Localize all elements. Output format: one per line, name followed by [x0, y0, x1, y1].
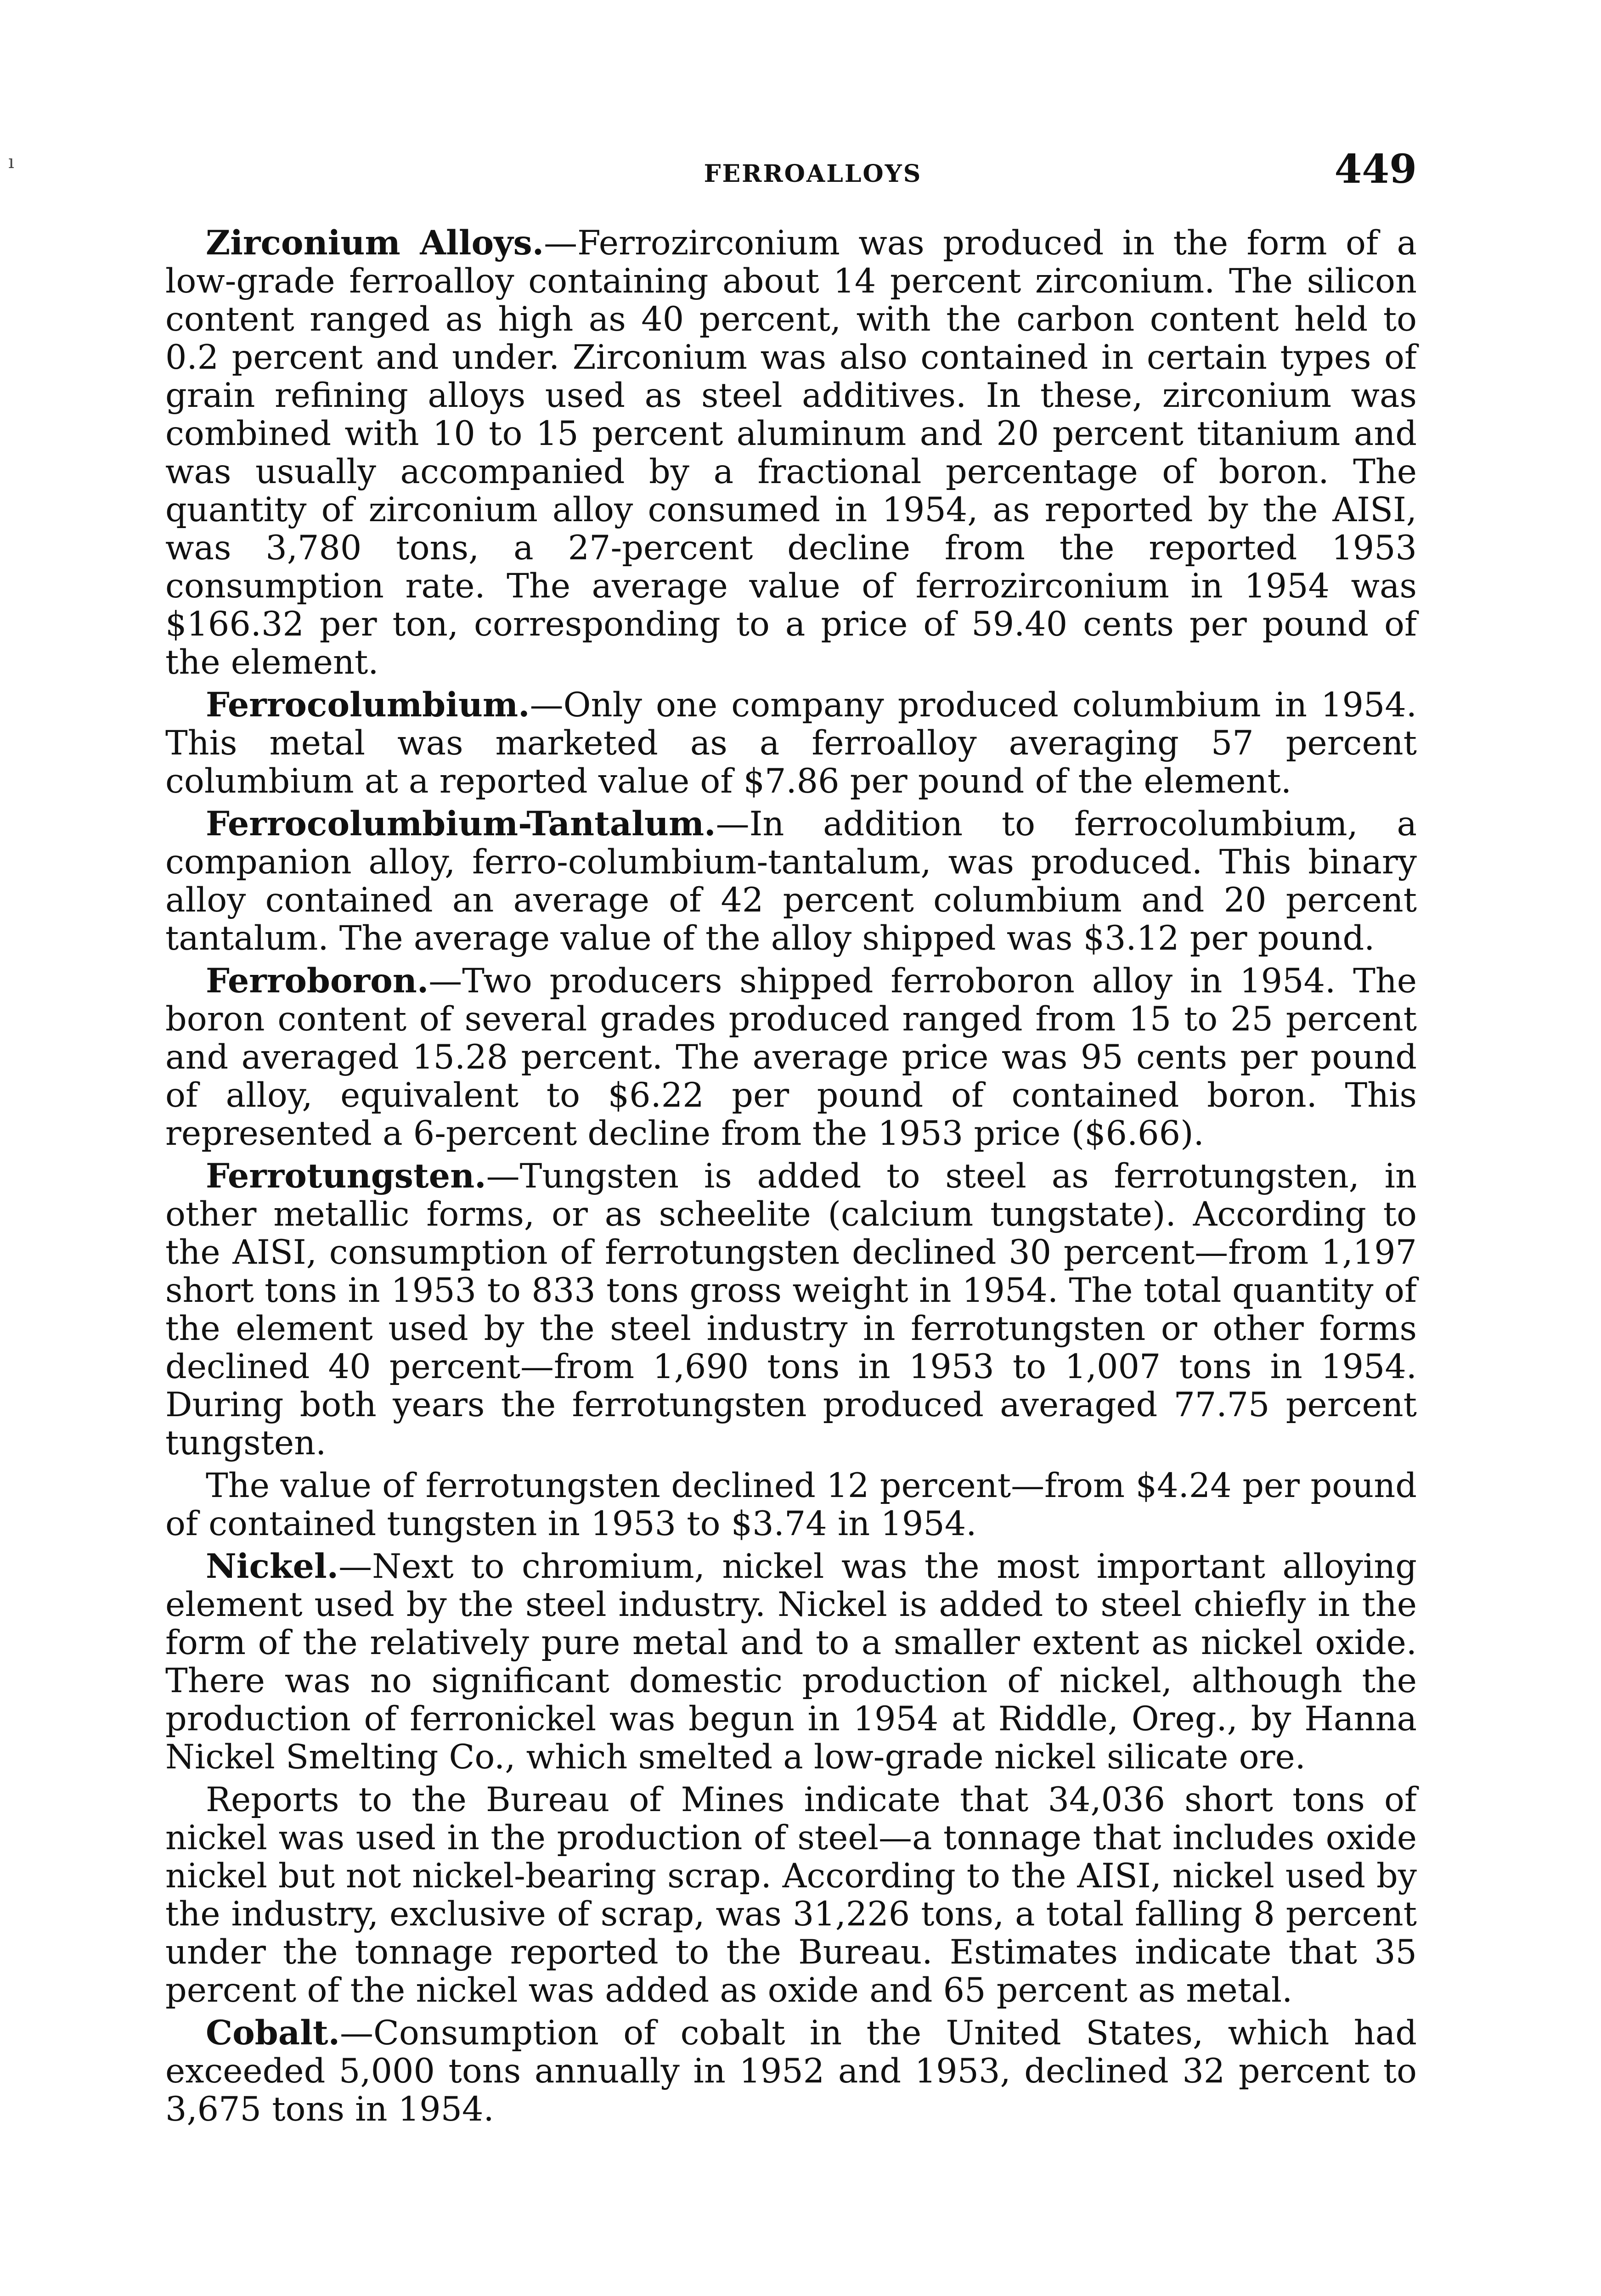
section-heading: Nickel.	[206, 1547, 339, 1586]
paragraph-zirconium-alloys	[165, 224, 1417, 681]
paragraph-text: —Next to chromium, nickel was the most important alloying element used by the steel industry. Nickel is added to steel chiefly in the form of the relatively pure metal and to a smaller extent as nickel oxide. There was no significant domestic production of nickel, although the production of ferronickel was begun in 1954 at Riddle, Oreg., by Hanna Nickel Smelting Co., which smelted a low-grade nickel silicate ore.	[165, 1547, 1417, 1777]
paragraph-text: The value of ferrotungsten declined 12 percent—from $4.24 per pound of contained tungsten in 1953 to $3.74 in 1954.	[165, 1466, 1417, 1543]
section-heading: Ferrotungsten.	[206, 1156, 486, 1196]
section-heading: Ferrocolumbium.	[206, 685, 530, 725]
section-heading: Ferrocolumbium-Tantalum.	[206, 804, 716, 844]
paragraph-text: —Ferrozirconium was produced in the form of a low-grade ferroalloy containing about 14 percent zirconium. The silicon content ranged as high as 40 percent, with the carbon content held to 0.2 percent and under. Zirconium was also contained in certain types of grain refining alloys used as steel additives. In these, zirconium was combined with 10 to 15 percent aluminum and 20 percent titanium and was usually accompanied by a fractional percentage of boron. The quantity of zirconium alloy consumed in 1954, as reported by the AISI, was 3,780 tons, a 27-percent decline from the reported 1953 consumption rate. The average value of ferrozirconium in 1954 was $166.32 per ton, corresponding to a price of 59.40 cents per pound of the element.	[165, 224, 1417, 682]
paragraph-text: —Two producers shipped ferroboron alloy in 1954. The boron content of several grades produced ranged from 15 to 25 percent and averaged 15.28 percent. The average price was 95 cents per pound of alloy, equivalent to $6.22 per pound of contained boron. This represented a 6-percent decline from the 1953 price ($6.66).	[165, 962, 1417, 1153]
paragraph-text: —Consumption of cobalt in the United States, which had exceeded 5,000 tons annually in 1952 and 1953, declined 32 percent to 3,675 tons in 1954.	[165, 2014, 1417, 2129]
paragraph-text: Reports to the Bureau of Mines indicate that 34,036 short tons of nickel was used in the production of steel—a tonnage that includes oxide nickel but not nickel-bearing scrap. According to the AISI, nickel used by the industry, exclusive of scrap, was 31,226 tons, a total falling 8 percent under the tonnage reported to the Bureau. Estimates indicate that 35 percent of the nickel was added as oxide and 65 percent as metal.	[165, 1780, 1417, 2010]
margin-mark: ı	[8, 152, 14, 173]
section-heading: Cobalt.	[206, 2013, 340, 2053]
paragraph-ferrocolumbium	[165, 686, 1417, 800]
body-text	[165, 224, 1417, 2133]
paragraph-ferrotungsten	[165, 1157, 1417, 1462]
page-header	[209, 146, 1417, 206]
running-head: FERROALLOYS	[704, 160, 922, 188]
paragraph-ferrocolumbium-tantalum	[165, 805, 1417, 957]
paragraph-text: —Tungsten is added to steel as ferrotungsten, in other metallic forms, or as scheelite (calcium tungstate). According to the AISI, consumption of ferrotungsten declined 30 percent—from 1,197 short tons in 1953 to 833 tons gross weight in 1954. The total quantity of the element used by the steel industry in ferrotungsten or other forms declined 40 percent—from 1,690 tons in 1953 to 1,007 tons in 1954. During both years the ferrotungsten produced averaged 77.75 percent tungsten.	[165, 1157, 1417, 1463]
section-heading: Zirconium Alloys.	[206, 223, 544, 263]
page-number: 449	[1334, 146, 1417, 192]
paragraph-text: —Only one company produced columbium in 1954. This metal was marketed as a ferroalloy averaging 57 percent columbium at a reported value of $7.86 per pound of the element.	[165, 686, 1417, 801]
paragraph-nickel-reports	[165, 1781, 1417, 2009]
paragraph-text: —In addition to ferrocolumbium, a companion alloy, ferro-columbium-tantalum, was produced. This binary alloy contained an average of 42 percent columbium and 20 percent tantalum. The average value of the alloy shipped was $3.12 per pound.	[165, 805, 1417, 958]
paragraph-cobalt	[165, 2014, 1417, 2128]
paragraph-nickel	[165, 1548, 1417, 1776]
paragraph-ferrotungsten-value	[165, 1467, 1417, 1543]
section-heading: Ferroboron.	[206, 961, 429, 1001]
paragraph-ferroboron	[165, 962, 1417, 1153]
